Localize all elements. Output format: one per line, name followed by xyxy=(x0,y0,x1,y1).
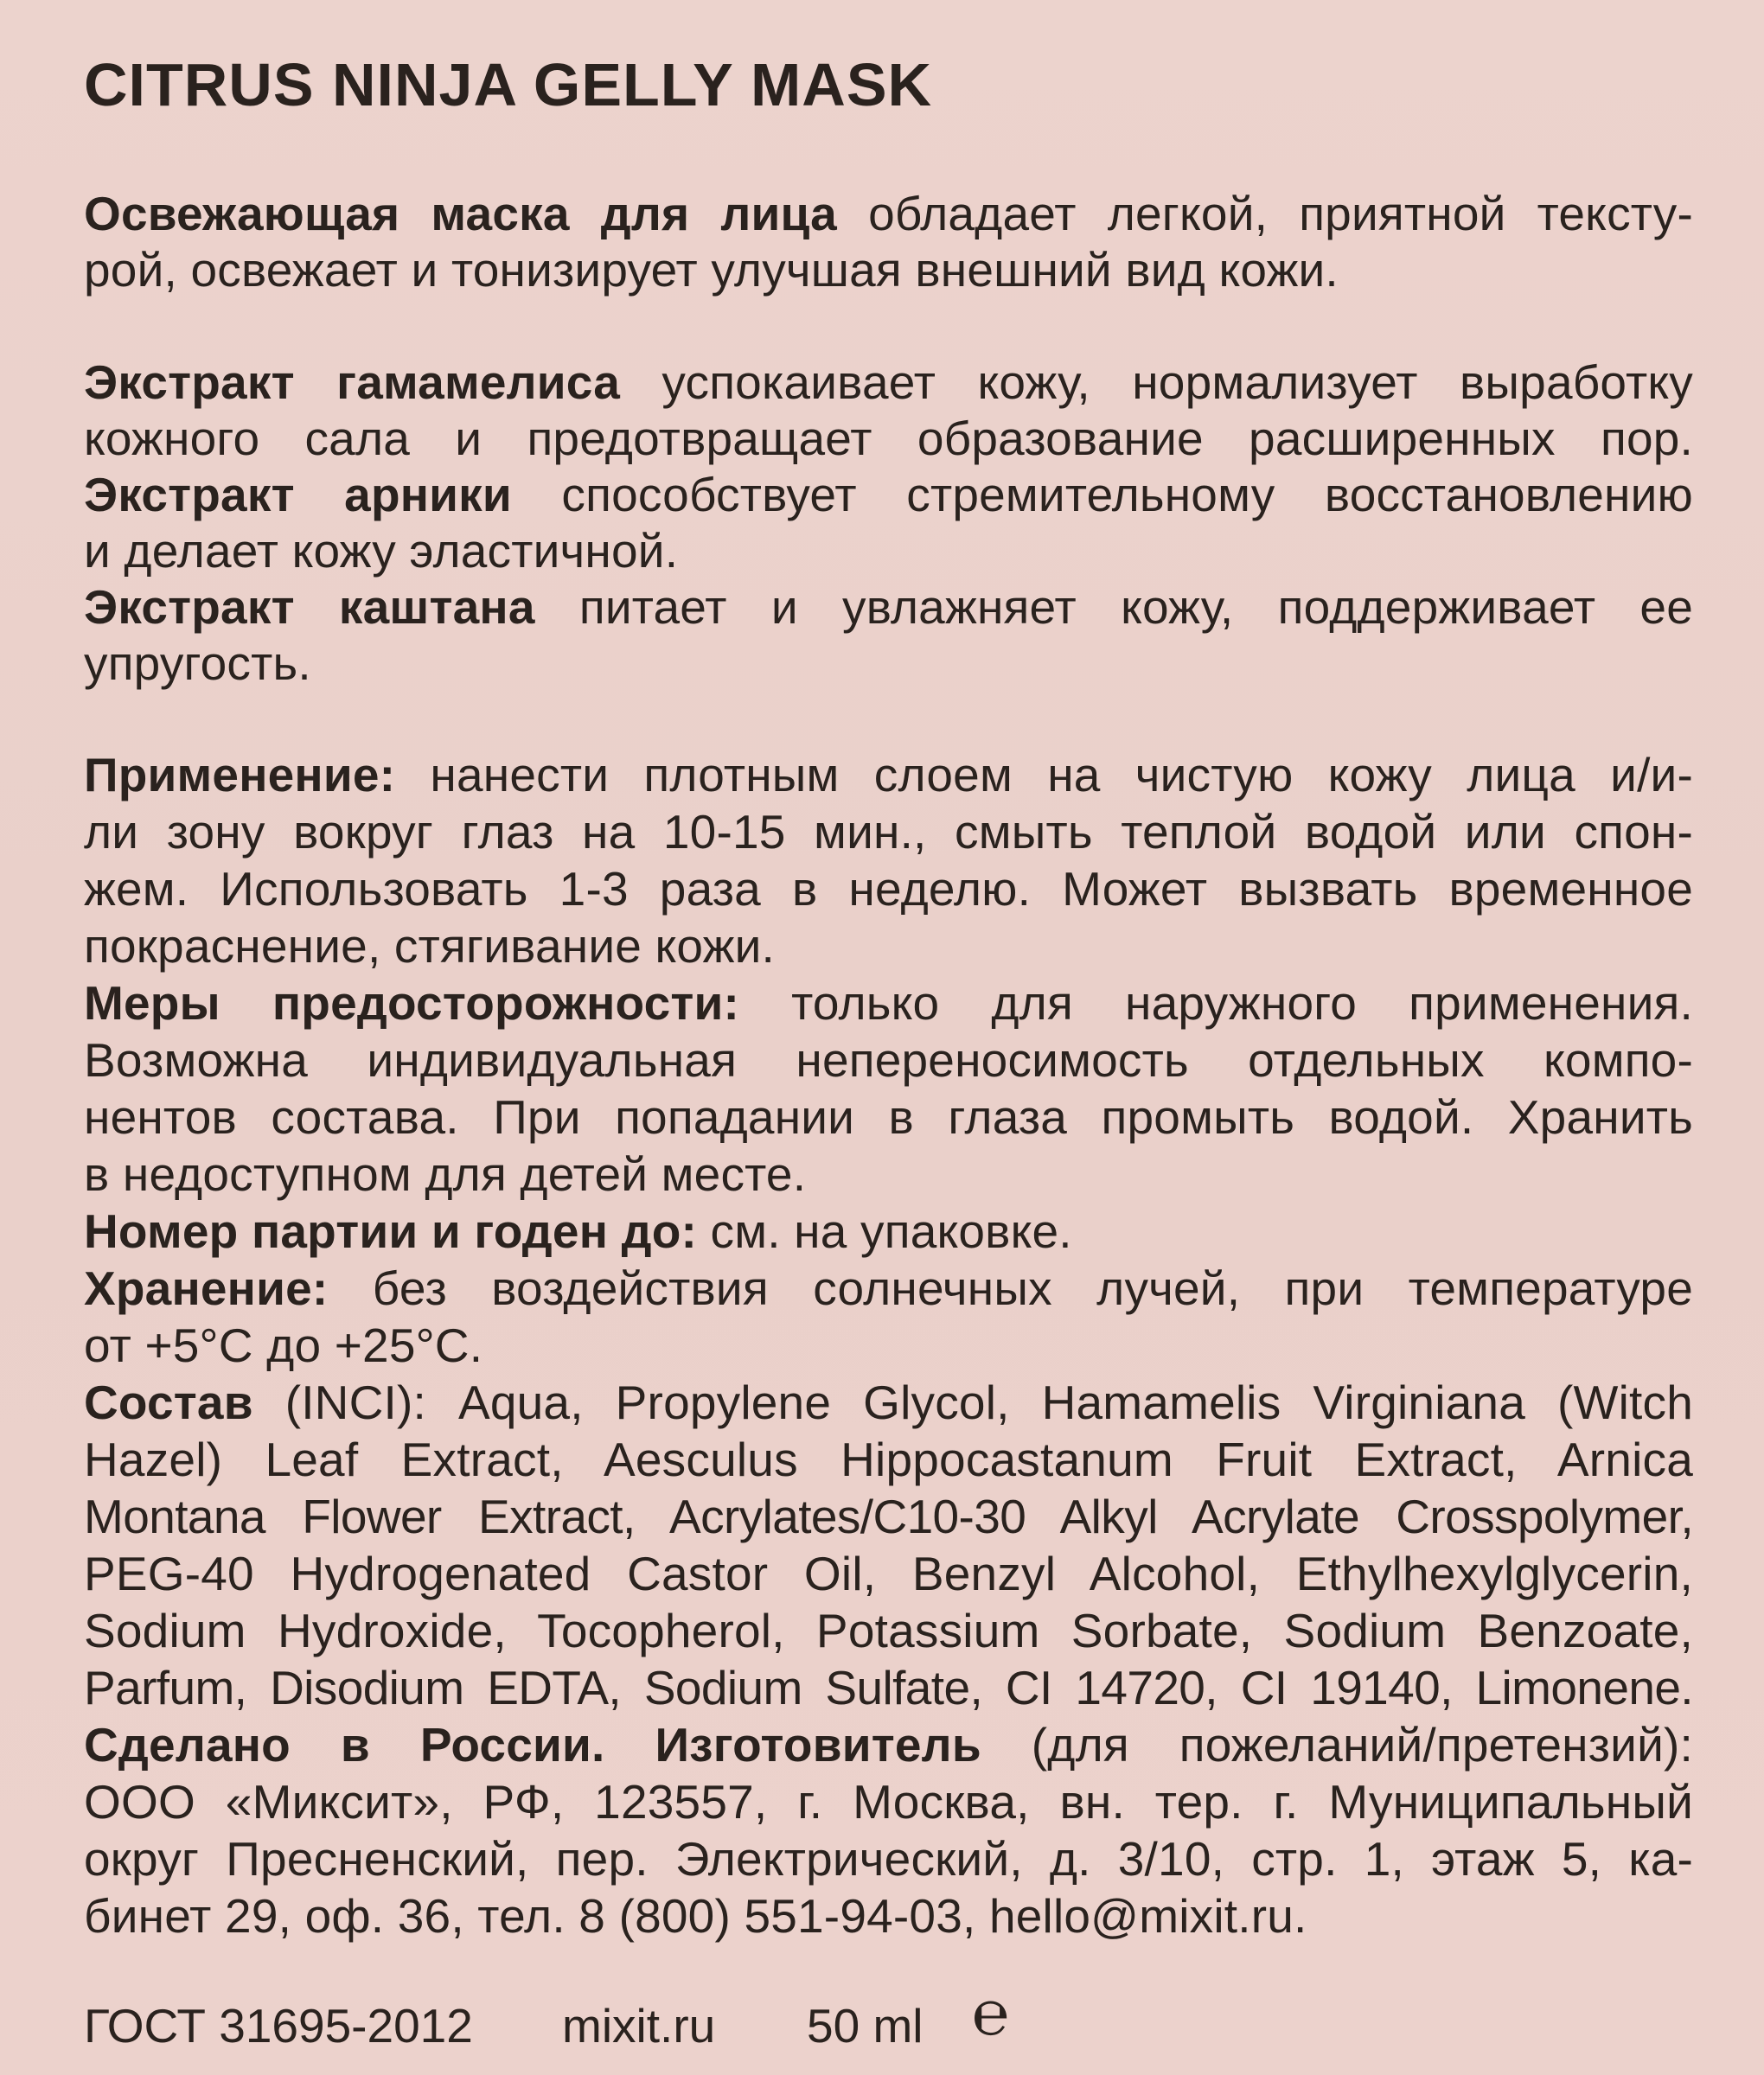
details-line: Состав (INCI): Aqua, Propylene Glycol, Hamamelis Virginiana (Witch xyxy=(84,1376,1693,1429)
bold-lead: Меры предосторожности: xyxy=(84,976,740,1030)
details-line: Montana Flower Extract, Acrylates/C10-30 Alkyl Acrylate Crosspolymer, xyxy=(84,1490,1693,1543)
product-title: CITRUS NINJA GELLY MASK xyxy=(84,51,933,118)
volume: 50 ml xyxy=(807,1999,924,2053)
details-line: в недоступном для детей месте. xyxy=(84,1147,807,1201)
details-line: Хранение: без воздействия солнечных лучей, при температуре xyxy=(84,1261,1693,1315)
bold-lead: Применение: xyxy=(84,748,396,801)
details-line: нентов состава. При попадании в глаза промыть водой. Хранить xyxy=(84,1090,1693,1144)
details-line: Parfum, Disodium EDTA, Sodium Sulfate, CI 14720, CI 19140, Limonene. xyxy=(84,1661,1693,1714)
details-line: бинет 29, оф. 36, тел. 8 (800) 551-94-03, hello@mixit.ru. xyxy=(84,1889,1307,1943)
bold-lead: Хранение: xyxy=(84,1261,329,1315)
details-line: PEG-40 Hydrogenated Castor Oil, Benzyl Alcohol, Ethylhexylglycerin, xyxy=(84,1547,1693,1600)
details-line: ООО «Миксит», РФ, 123557, г. Москва, вн. тер. г. Муниципальный xyxy=(84,1775,1693,1829)
extract-line: Экстракт гамамелиса успокаивает кожу, нормализует выработку xyxy=(84,355,1693,409)
extract-line: и делает кожу эластичной. xyxy=(84,524,679,578)
bold-lead: Экстракт каштана xyxy=(84,580,535,634)
extract-line: Экстракт каштана питает и увлажняет кожу, поддерживает ее xyxy=(84,580,1694,634)
details-line: ли зону вокруг глаз на 10-15 мин., смыть теплой водой или спон- xyxy=(84,805,1693,859)
gost-standard: ГОСТ 31695-2012 xyxy=(84,1999,473,2053)
details-line: от +5°C до +25°C. xyxy=(84,1318,483,1372)
details-line: Sodium Hydroxide, Tocopherol, Potassium Sorbate, Sodium Benzoate, xyxy=(84,1604,1693,1657)
extract-line: Экстракт арники способствует стремительному восстановлению xyxy=(84,468,1693,521)
intro-line: Освежающая маска для лица обладает легкой, приятной тексту- xyxy=(84,187,1693,240)
website-link[interactable]: mixit.ru xyxy=(562,1999,716,2053)
bold-lead: Состав xyxy=(84,1376,253,1429)
bold-lead: Сделано в России. Изготовитель xyxy=(84,1718,981,1772)
details-line: Hazel) Leaf Extract, Aesculus Hippocastanum Fruit Extract, Arnica xyxy=(84,1433,1693,1486)
details-line: Меры предосторожности: только для наружного применения. xyxy=(84,976,1693,1030)
details-line: округ Пресненский, пер. Электрический, д. 3/10, стр. 1, этаж 5, ка- xyxy=(84,1832,1693,1886)
bold-lead: Экстракт гамамелиса xyxy=(84,355,621,409)
details-line: Применение: нанести плотным слоем на чистую кожу лица и/и- xyxy=(84,748,1693,801)
extract-line: кожного сала и предотвращает образование расширенных пор. xyxy=(84,412,1693,465)
bold-lead: Экстракт арники xyxy=(84,468,512,521)
details-line: жем. Использовать 1-3 раза в неделю. Может вызвать временное xyxy=(84,862,1693,916)
extract-line: упругость. xyxy=(84,636,311,690)
details-line: Номер партии и годен до: см. на упаковке. xyxy=(84,1204,1072,1258)
details-line: Возможна индивидуальная непереносимость отдельных компо- xyxy=(84,1033,1693,1087)
intro-line: рой, освежает и тонизирует улучшая внешний вид кожи. xyxy=(84,243,1339,297)
bold-lead: Освежающая маска для лица xyxy=(84,187,837,240)
bold-lead: Номер партии и годен до: xyxy=(84,1204,698,1258)
estimated-sign-icon: ℮ xyxy=(972,1979,1010,2048)
details-line: Сделано в России. Изготовитель (для пожеланий/претензий): xyxy=(84,1718,1693,1772)
details-line: покраснение, стягивание кожи. xyxy=(84,919,775,973)
